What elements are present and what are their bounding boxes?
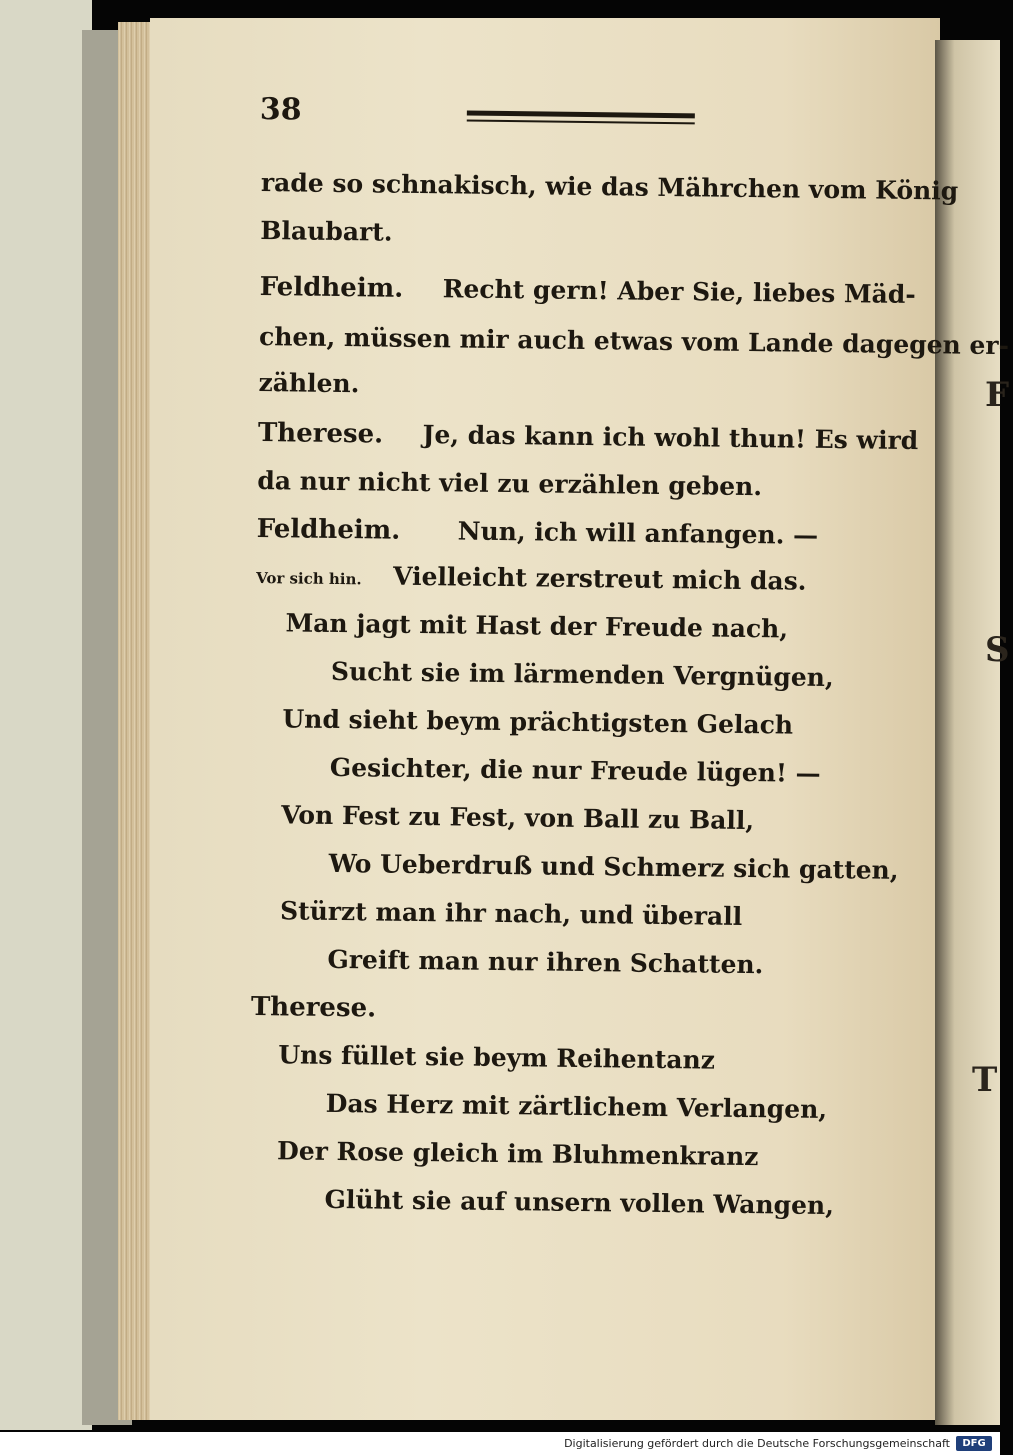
line-text: Blaubart. xyxy=(260,216,393,247)
line-text: Recht gern! Aber Sie, liebes Mäd- xyxy=(442,274,916,310)
line-text: zählen. xyxy=(258,368,360,399)
line-text: Man jagt mit Hast der Freude nach, xyxy=(285,608,789,644)
line-text: Wo Ueberdruß und Schmerz sich gatten, xyxy=(328,848,899,885)
text-line xyxy=(259,322,1009,361)
speaker-name: Therese. xyxy=(257,418,384,450)
text-line xyxy=(257,514,819,551)
line-text: Vielleicht zerstreut mich das. xyxy=(392,561,807,596)
verse-line xyxy=(326,1089,828,1125)
verse-line xyxy=(327,945,763,980)
verse-line xyxy=(328,849,898,886)
text-line xyxy=(251,992,377,1024)
dfg-logo: DFG xyxy=(956,1436,992,1451)
line-text: Der Rose gleich im Bluhmenkranz xyxy=(276,1136,759,1172)
verse-line xyxy=(278,1040,715,1075)
header-rule xyxy=(467,111,695,125)
credit-text: Digitalisierung gefördert durch die Deutsche Forschungsgemeinschaft xyxy=(564,1437,950,1450)
verse-line xyxy=(331,657,834,693)
verse-line xyxy=(285,608,788,644)
line-text: Das Herz mit zärtlichem Verlangen, xyxy=(325,1088,828,1125)
line-text: da nur nicht viel zu erzählen geben. xyxy=(257,465,763,502)
text-line xyxy=(257,466,762,502)
line-text: Je, das kann ich wohl thun! Es wird xyxy=(422,420,919,456)
line-text: Sucht sie im lärmenden Vergnügen, xyxy=(330,656,834,693)
facing-page-glyph: S xyxy=(985,630,1010,670)
verse-line xyxy=(330,753,821,789)
text-line xyxy=(258,418,919,456)
stage-direction: Vor sich hin. xyxy=(256,568,362,589)
text-line xyxy=(258,368,359,399)
header-rule-thin xyxy=(467,120,695,125)
verse-line xyxy=(282,704,793,740)
text-line xyxy=(261,168,959,207)
text-line xyxy=(256,560,807,600)
line-text: Von Fest zu Fest, von Ball zu Ball, xyxy=(281,800,755,836)
line-text: Greift man nur ihren Schatten. xyxy=(327,944,764,980)
text-line xyxy=(260,216,392,248)
verse-line xyxy=(324,1185,834,1221)
line-text: rade so schnakisch, wie das Mährchen vom König xyxy=(260,168,959,206)
speaker-name: Feldheim. xyxy=(259,272,404,304)
line-text: Nun, ich will anfangen. — xyxy=(457,516,819,550)
digitization-credit xyxy=(0,1432,1000,1455)
verse-line xyxy=(281,800,754,836)
facing-page-glyph: T xyxy=(972,1060,998,1100)
line-text: chen, müssen mir auch etwas vom Lande dagegen er- xyxy=(258,322,1010,361)
header-rule-thick xyxy=(467,111,695,119)
page-number: 38 xyxy=(259,92,302,128)
line-text: Und sieht beym prächtigsten Gelach xyxy=(282,704,794,740)
line-text: Uns füllet sie beym Reihentanz xyxy=(278,1040,716,1075)
text-line xyxy=(260,272,916,310)
verse-line xyxy=(280,896,742,932)
line-text: Gesichter, die nur Freude lügen! — xyxy=(329,752,821,788)
speaker-name: Feldheim. xyxy=(256,513,401,546)
speaker-name: Therese. xyxy=(250,991,377,1024)
line-text: Stürzt man ihr nach, und überall xyxy=(279,896,743,931)
facing-page-glyph: F xyxy=(985,375,1010,415)
line-text: Glüht sie auf unsern vollen Wangen, xyxy=(324,1184,835,1221)
verse-line xyxy=(277,1136,759,1172)
